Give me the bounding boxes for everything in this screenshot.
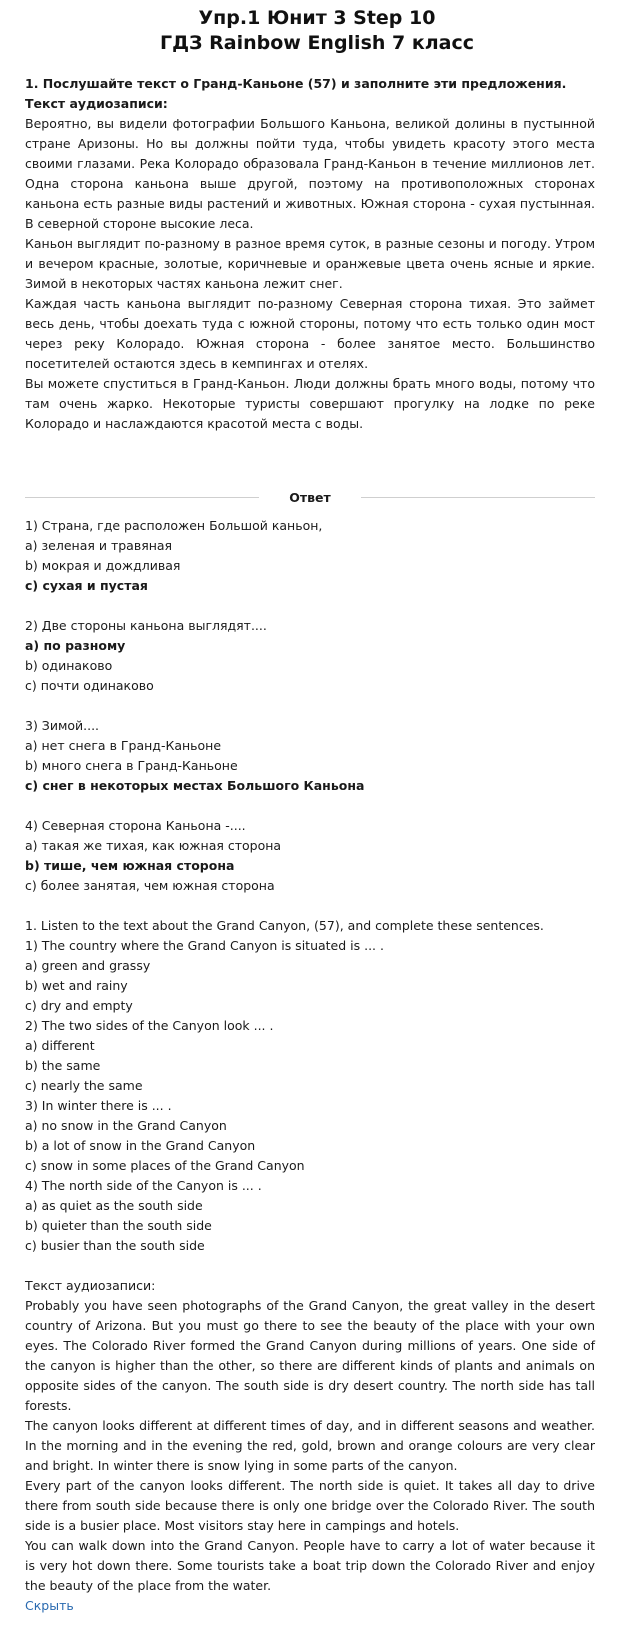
answer-option: b) одинаково xyxy=(25,658,113,673)
answer-option-correct: c) сухая и пустая xyxy=(25,578,148,593)
hide-link[interactable]: Скрыть xyxy=(25,1598,74,1613)
task-section xyxy=(25,74,595,434)
answer-option: c) почти одинаково xyxy=(25,678,154,693)
english-line: 2) The two sides of the Canyon look ... . xyxy=(25,1018,274,1033)
english-line: 3) In winter there is ... . xyxy=(25,1098,172,1113)
task-paragraph: Вы можете спуститься в Гранд-Каньон. Люди должны брать много воды, потому что там очень жарко. Некоторые туристы совершают прогулку на лодке по реке Колорадо и наслаждаются красотой места с воды. xyxy=(25,376,595,431)
answer-question: 2) Две стороны каньона выглядят.... xyxy=(25,618,267,633)
english-paragraph: Probably you have seen photographs of the Grand Canyon, the great valley in the desert country of Arizona. But you must go there to see the beauty of the place with your own eyes. The Colorado River formed the Grand Canyon during millions of years. One side of the canyon is higher than the other, so there are different kinds of plants and animals on opposite sides of the canyon. The south side is dry desert country. The north side has tall forests. xyxy=(25,1298,595,1413)
answers-section xyxy=(25,516,595,896)
english-heading: 1. Listen to the text about the Grand Canyon, (57), and complete these sentences. xyxy=(25,918,544,933)
answer-question: 3) Зимой.... xyxy=(25,718,100,733)
answer-option-correct: b) тише, чем южная сторона xyxy=(25,858,235,873)
english-line: a) green and grassy xyxy=(25,958,151,973)
page-title xyxy=(0,0,634,56)
answer-option: a) зеленая и травяная xyxy=(25,538,173,553)
answer-block-3 xyxy=(25,716,595,796)
english-line: c) snow in some places of the Grand Canyon xyxy=(25,1158,305,1173)
english-audio-text xyxy=(25,1276,595,1616)
answer-question: 4) Северная сторона Каньона -.... xyxy=(25,818,246,833)
english-line: c) busier than the south side xyxy=(25,1238,205,1253)
english-line: b) quieter than the south side xyxy=(25,1218,212,1233)
answer-option-correct: c) снег в некоторых местах Большого Каньона xyxy=(25,778,365,793)
english-paragraph: You can walk down into the Grand Canyon. People have to carry a lot of water because it is very hot down there. Some tourists take a boat trip down the Colorado River and enjoy the beauty of the place from the water. xyxy=(25,1538,595,1593)
english-line: a) as quiet as the south side xyxy=(25,1198,203,1213)
english-line: b) the same xyxy=(25,1058,101,1073)
task-paragraph: Каждая часть каньона выглядит по-разному Северная сторона тихая. Это займет весь день, чтобы доехать туда с южной стороны, потому что есть только один мост через реку Колорадо. Южная сторона - более занятое место. Большинство посетителей остаются здесь в кемпингах и отелях. xyxy=(25,296,595,371)
answer-option: a) такая же тихая, как южная сторона xyxy=(25,838,282,853)
answer-block-4 xyxy=(25,816,595,896)
title-line-2: ГДЗ Rainbow English 7 класс xyxy=(159,32,475,54)
english-paragraph: The canyon looks different at different times of day, and in different seasons and weather. In the morning and in the evening the red, gold, brown and orange colours are very clear and bright. In winter there is snow lying in some parts of the canyon. xyxy=(25,1418,595,1473)
title-line-1: Упр.1 Юнит 3 Step 10 xyxy=(198,7,436,29)
english-line: a) no snow in the Grand Canyon xyxy=(25,1118,227,1133)
answer-option-correct: a) по разному xyxy=(25,638,126,653)
english-line: b) wet and rainy xyxy=(25,978,128,993)
audio-label: Текст аудиозаписи: xyxy=(25,96,168,111)
answer-block-1 xyxy=(25,516,595,596)
answer-question: 1) Страна, где расположен Большой каньон, xyxy=(25,518,323,533)
divider-line-left xyxy=(25,497,259,498)
answer-label: Ответ xyxy=(289,489,331,505)
english-audio-label: Текст аудиозаписи: xyxy=(25,1278,156,1293)
english-line: a) different xyxy=(25,1038,95,1053)
task-paragraph: Каньон выглядит по-разному в разное время суток, в разные сезоны и погоду. Утром и вечером красные, золотые, коричневые и оранжевые цвета очень ясные и яркие. Зимой в некоторых частях каньона лежит снег. xyxy=(25,236,595,291)
answer-option: b) много снега в Гранд-Каньоне xyxy=(25,758,238,773)
english-paragraph: Every part of the canyon looks different. The north side is quiet. It takes all day to drive there from south side because there is only one bridge over the Colorado River. The south side is a busier place. Most visitors stay here in campings and hotels. xyxy=(25,1478,595,1533)
answer-block-2 xyxy=(25,616,595,696)
answer-option: c) более занятая, чем южная сторона xyxy=(25,878,275,893)
english-line: 1) The country where the Grand Canyon is situated is ... . xyxy=(25,938,384,953)
answer-option: a) нет снега в Гранд-Каньоне xyxy=(25,738,222,753)
answer-divider xyxy=(25,487,595,507)
answer-option: b) мокрая и дождливая xyxy=(25,558,181,573)
divider-line-right xyxy=(361,497,595,498)
english-line: b) a lot of snow in the Grand Canyon xyxy=(25,1138,256,1153)
english-line: 4) The north side of the Canyon is ... . xyxy=(25,1178,262,1193)
english-line: c) nearly the same xyxy=(25,1078,143,1093)
task-heading: 1. Послушайте текст о Гранд-Каньоне (57) и заполните эти предложения. xyxy=(25,76,567,91)
task-paragraph: Вероятно, вы видели фотографии Большого Каньона, великой долины в пустынной стране Аризоны. Но вы должны пойти туда, чтобы увидеть красоту этого места своими глазами. Река Колорадо образовала Гранд-Каньон в течение миллионов лет. Одна сторона каньона выше другой, поэтому на противоположных сторонах каньона есть разные виды растений и животных. Южная сторона - сухая пустынная. В северной стороне высокие леса. xyxy=(25,116,595,231)
english-questions xyxy=(25,916,595,1256)
english-line: c) dry and empty xyxy=(25,998,133,1013)
